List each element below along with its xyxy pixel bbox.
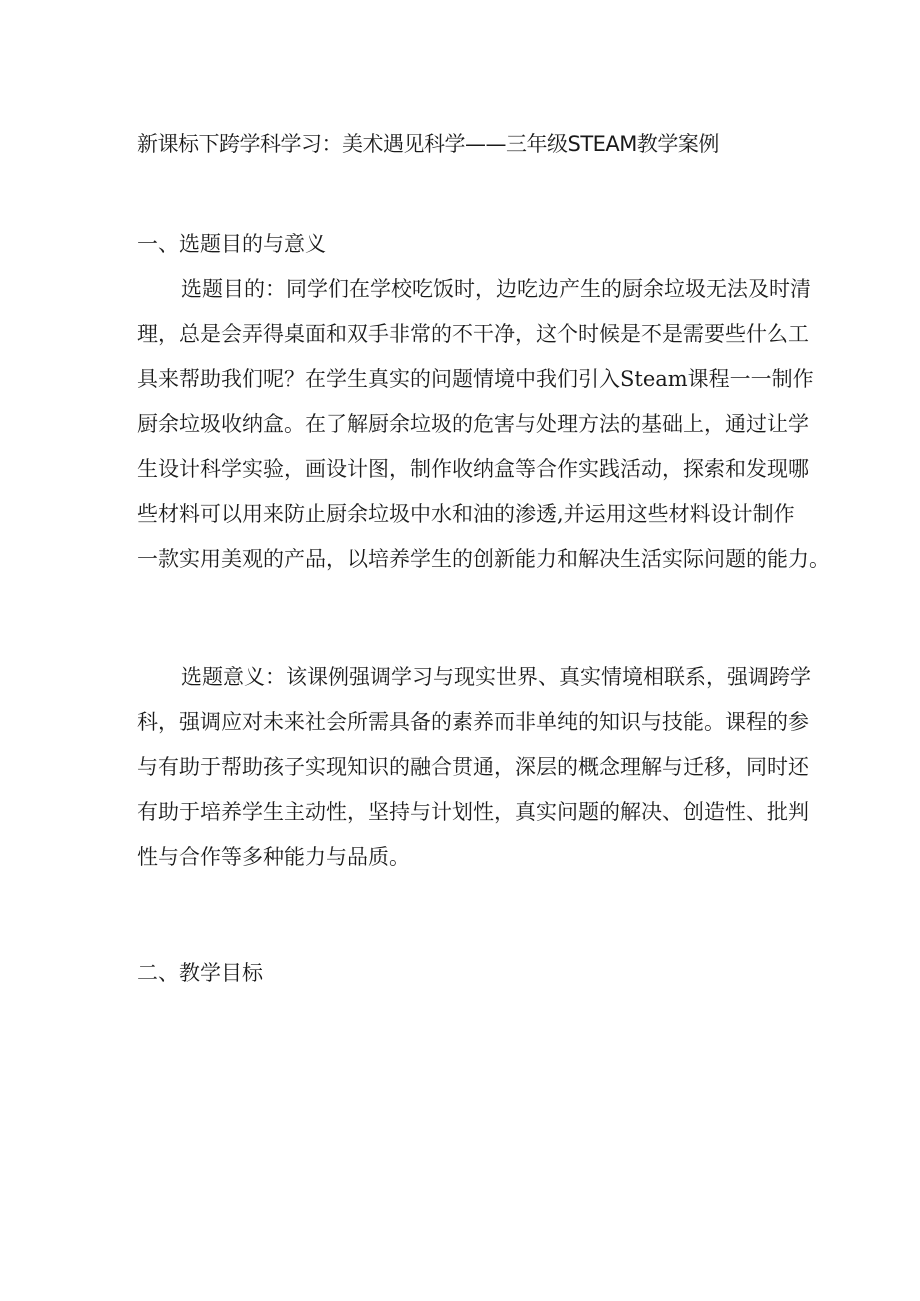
paragraph-line: 有助于培养学生主动性，坚持与计划性，真实问题的解决、创造性、批判 [137,800,809,824]
paragraph-line: 生设计科学实验，画设计图，制作收纳盒等合作实践活动，探索和发现哪 [137,457,809,481]
paragraph-line: 具来帮助我们呢？在学生真实的问题情境中我们引入Steam课程一一制作 [137,367,814,391]
paragraph-line: 选题意义：该课例强调学习与现实世界、真实情境相联系，强调跨学 [181,665,811,689]
paragraph-line: 与有助于帮助孩子实现知识的融合贯通，深层的概念理解与迁移，同时还 [137,755,809,779]
section-heading-1: 一、选题目的与意义 [137,232,326,256]
paragraph-significance [137,655,811,880]
paragraph-line: 理，总是会弄得桌面和双手非常的不干净，这个时候是不是需要些什么工 [137,322,809,346]
paragraph-line: 性与合作等多种能力与品质。 [137,845,410,869]
section-heading-2: 二、教学目标 [137,961,263,985]
paragraph-line: 厨余垃圾收纳盒。在了解厨余垃圾的危害与处理方法的基础上，通过让学 [137,412,809,436]
paragraph-line: 一款实用美观的产品，以培养学生的创新能力和解决生活实际问题的能力。 [137,547,830,571]
paragraph-line: 选题目的：同学们在学校吃饭时，边吃边产生的厨余垃圾无法及时清 [181,277,811,301]
paragraph-purpose [137,267,830,582]
paragraph-line: 些材料可以用来防止厨余垃圾中水和油的渗透,并运用这些材料设计制作 [137,502,795,526]
paragraph-line: 科，强调应对未来社会所需具备的素养而非单纯的知识与技能。课程的参 [137,710,809,734]
document-title: 新课标下跨学科学习：美术遇见科学——三年级STEAM教学案例 [137,132,719,156]
